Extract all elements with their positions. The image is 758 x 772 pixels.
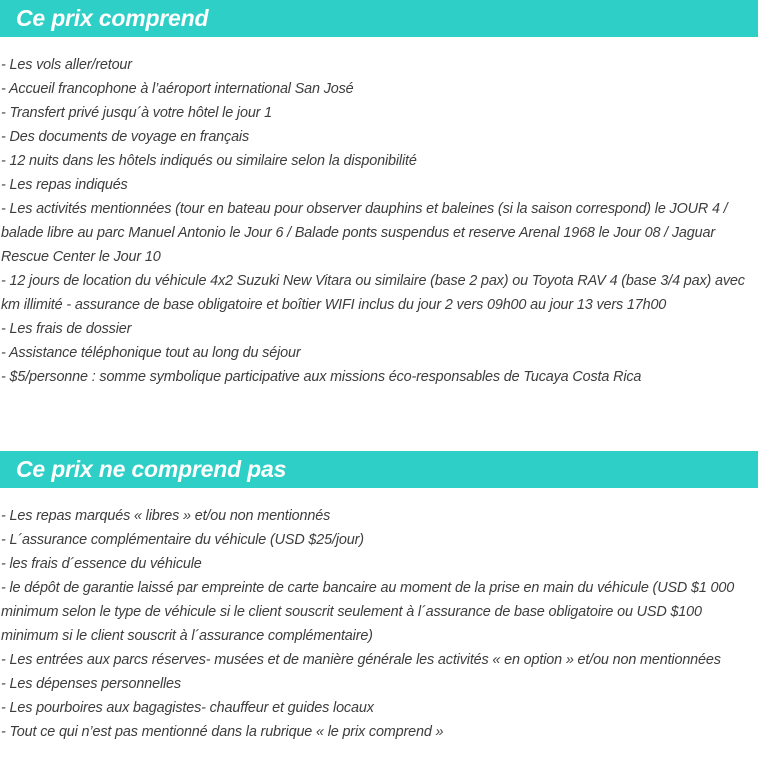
list-item: - Les pourboires aux bagagistes- chauffeur et guides locaux <box>1 700 374 716</box>
list-item: - L´assurance complémentaire du véhicule (USD $25/jour) <box>1 532 364 548</box>
list-item: - 12 jours de location du véhicule 4x2 Suzuki New Vitara ou similaire (base 2 pax) ou Toyota RAV 4 (base 3/4 pax) avec km illimité - assurance de base obligatoire et boîtier WIFI inclus du jour 2 vers 09h00 au jour 13 vers 17h00 <box>1 273 745 313</box>
list-item: - $5/personne : somme symbolique participative aux missions éco-responsables de Tucaya Costa Rica <box>1 369 642 385</box>
list-item: - les frais d´essence du véhicule <box>1 556 202 572</box>
price-excludes-list <box>0 504 758 744</box>
list-item: - Les vols aller/retour <box>1 57 132 73</box>
list-item: - Les frais de dossier <box>1 321 132 337</box>
price-includes-list <box>0 53 758 389</box>
price-includes-header <box>0 0 758 37</box>
price-excludes-title: Ce prix ne comprend pas <box>16 456 287 482</box>
list-item: - 12 nuits dans les hôtels indiqués ou similaire selon la disponibilité <box>1 153 417 169</box>
list-item: - Les dépenses personnelles <box>1 676 181 692</box>
list-item: - Les repas indiqués <box>1 177 128 193</box>
list-item: - Les activités mentionnées (tour en bateau pour observer dauphins et baleines (si la saison correspond) le JOUR 4 / balade libre au parc Manuel Antonio le Jour 6 / Balade ponts suspendus et reserve Arenal 1968 le Jour 08 / Jaguar Rescue Center le Jour 10 <box>1 201 728 265</box>
list-item: - Accueil francophone à l’aéroport international San José <box>1 81 354 97</box>
price-includes-title: Ce prix comprend <box>16 5 209 31</box>
list-item: - Transfert privé jusqu´à votre hôtel le jour 1 <box>1 105 273 121</box>
list-item: - Assistance téléphonique tout au long du séjour <box>1 345 301 361</box>
list-item: - Tout ce qui n’est pas mentionné dans la rubrique « le prix comprend » <box>1 724 444 740</box>
list-item: - Les repas marqués « libres » et/ou non mentionnés <box>1 508 331 524</box>
list-item: - le dépôt de garantie laissé par empreinte de carte bancaire au moment de la prise en main du véhicule (USD $1 000 minimum selon le type de véhicule si le client souscrit seulement à l´assurance de base obligatoire ou USD $100 minimum si le client souscrit à l´assurance complémentaire) <box>1 580 735 644</box>
price-excludes-section <box>0 451 758 744</box>
list-item: - Les entrées aux parcs réserves- musées et de manière générale les activités « en option » et/ou non mentionnées <box>1 652 721 668</box>
price-excludes-header <box>0 451 758 488</box>
list-item: - Des documents de voyage en français <box>1 129 250 145</box>
